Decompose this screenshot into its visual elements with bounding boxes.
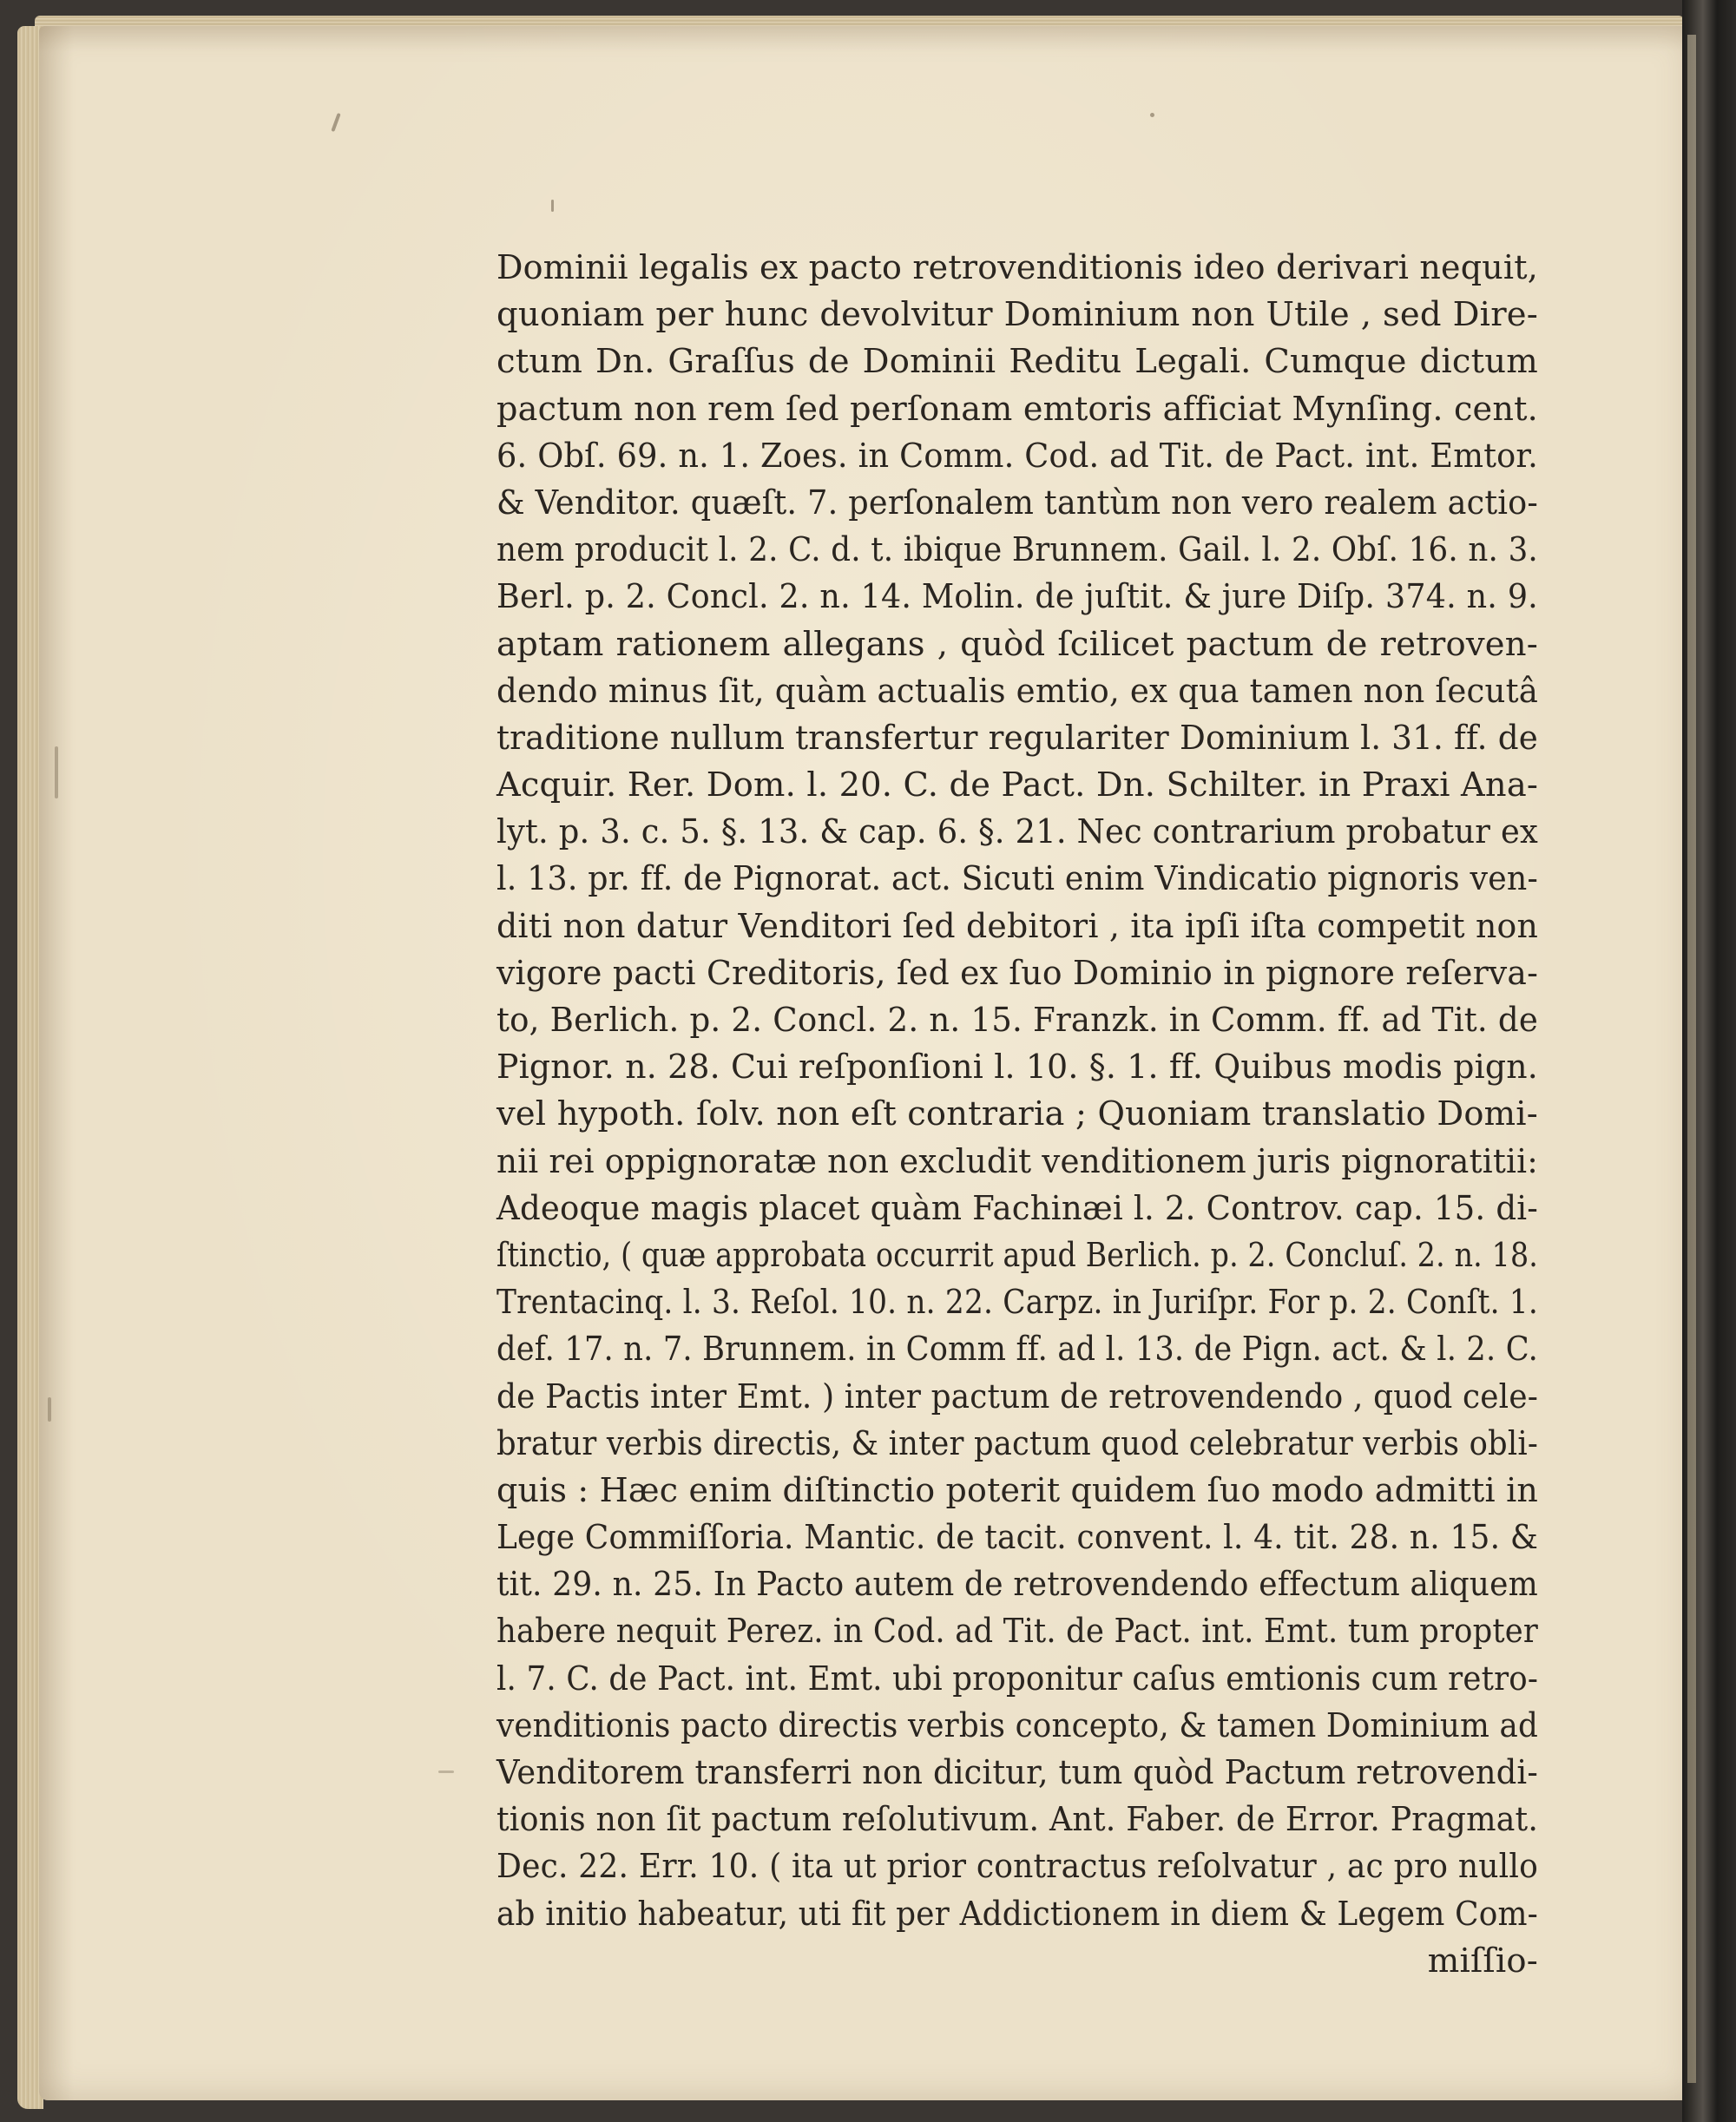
text-line: lyt. p. 3. c. 5. §. 13. & cap. 6. §. 21. Nec contrarium probatur ex <box>496 812 1538 852</box>
text-line: de Pactis inter Emt. ) inter pactum de retrovendendo , quod cele- <box>496 1376 1539 1416</box>
text-line: tionis non ſit pactum reſolutivum. Ant. Faber. de Error. Pragmat. <box>496 1800 1539 1840</box>
text-line: nem producit l. 2. C. d. t. ibique Brunnem. Gail. l. 2. Obſ. 16. n. 3. <box>496 530 1538 570</box>
text-line: Berl. p. 2. Concl. 2. n. 14. Molin. de juſtit. & jure Diſp. 374. n. 9. <box>496 577 1538 617</box>
text-line: ctum Dn. Graſſus de Dominii Reditu Legali. Cumque dictum <box>496 342 1538 382</box>
text-line: Adeoque magis placet quàm Fachinæi l. 2. Controv. cap. 15. di- <box>496 1188 1539 1228</box>
paper-speck <box>1150 113 1154 117</box>
text-line: vigore pacti Creditoris, ſed ex ſuo Dominio in pignore reſerva- <box>496 953 1539 993</box>
text-line: tit. 29. n. 25. In Pacto autem de retrovendendo effectum aliquem <box>496 1565 1538 1605</box>
text-line: pactum non rem ſed perſonam emtoris afficiat Mynſing. cent. <box>496 389 1538 429</box>
paper-speck <box>48 1397 51 1422</box>
text-line: Acquir. Rer. Dom. l. 20. C. de Pact. Dn. Schilter. in Praxi Ana- <box>496 765 1539 805</box>
text-line: nii rei oppignoratæ non excludit venditionem juris pignoratitii: <box>496 1141 1538 1181</box>
text-line: & Venditor. quæſt. 7. perſonalem tantùm non vero realem actio- <box>496 483 1538 522</box>
text-line: ab initio habeatur, uti fit per Addictionem in diem & Legem Com- <box>496 1894 1538 1934</box>
text-line: Pignor. n. 28. Cui reſponſioni l. 10. §. 1. ff. Quibus modis pign. <box>496 1048 1538 1087</box>
text-line: Lege Commiſſoria. Mantic. de tacit. convent. l. 4. tit. 28. n. 15. & <box>496 1518 1539 1558</box>
text-line: venditionis pacto directis verbis concepto, & tamen Dominium ad <box>496 1705 1539 1745</box>
paper-speck <box>438 1771 454 1773</box>
body-text <box>496 245 1538 1985</box>
text-line: quis : Hæc enim diſtinctio poterit quidem ſuo modo admitti in <box>496 1470 1539 1510</box>
paper-speck <box>55 746 58 798</box>
text-line: l. 13. pr. ff. de Pignorat. act. Sicuti enim Vindicatio pignoris ven- <box>496 859 1538 899</box>
paper-speck <box>551 200 554 212</box>
text-line: Dominii legalis ex pacto retrovenditionis ideo derivari nequit, <box>496 248 1539 287</box>
catchword: miſſio- <box>1427 1941 1538 1981</box>
text-line: def. 17. n. 7. Brunnem. in Comm ff. ad l. 13. de Pign. act. & l. 2. C. <box>496 1330 1538 1370</box>
adjacent-page-binding <box>1682 0 1736 2122</box>
text-line: l. 7. C. de Pact. int. Emt. ubi proponitur caſus emtionis cum retro- <box>496 1659 1539 1698</box>
text-line: diti non datur Venditori ſed debitori , ita ipſi iſta competit non <box>496 906 1539 946</box>
text-line: habere nequit Perez. in Cod. ad Tit. de Pact. int. Emt. tum propter <box>496 1612 1538 1652</box>
text-line: bratur verbis directis, & inter pactum quod celebratur verbis obli- <box>496 1423 1538 1463</box>
text-line: traditione nullum transfertur regulariter Dominium l. 31. ff. de <box>496 718 1538 758</box>
text-line: aptam rationem allegans , quòd ſcilicet pactum de retroven- <box>496 624 1538 664</box>
text-line: Dec. 22. Err. 10. ( ita ut prior contractus reſolvatur , ac pro nullo <box>496 1847 1538 1887</box>
text-line: ſtinctio, ( quæ approbata occurrit apud Berlich. p. 2. Concluſ. 2. n. 18. <box>496 1235 1539 1275</box>
text-line: dendo minus ſit, quàm actualis emtio, ex qua tamen non ſecutâ <box>496 671 1539 711</box>
paper-speck <box>331 113 340 132</box>
text-line: Trentacinq. l. 3. Reſol. 10. n. 22. Carpz. in Juriſpr. For p. 2. Conſt. 1. <box>496 1283 1538 1323</box>
text-line: Venditorem transferri non dicitur, tum quòd Pactum retrovendi- <box>496 1753 1538 1792</box>
text-line: 6. Obſ. 69. n. 1. Zoes. in Comm. Cod. ad Tit. de Pact. int. Emtor. <box>496 436 1538 476</box>
text-line: quoniam per hunc devolvitur Dominium non Utile , sed Dire- <box>496 295 1538 335</box>
text-line: to, Berlich. p. 2. Concl. 2. n. 15. Franzk. in Comm. ff. ad Tit. de <box>496 1001 1538 1040</box>
text-line: vel hypoth. ſolv. non eſt contraria ; Quoniam translatio Domi- <box>496 1094 1538 1134</box>
